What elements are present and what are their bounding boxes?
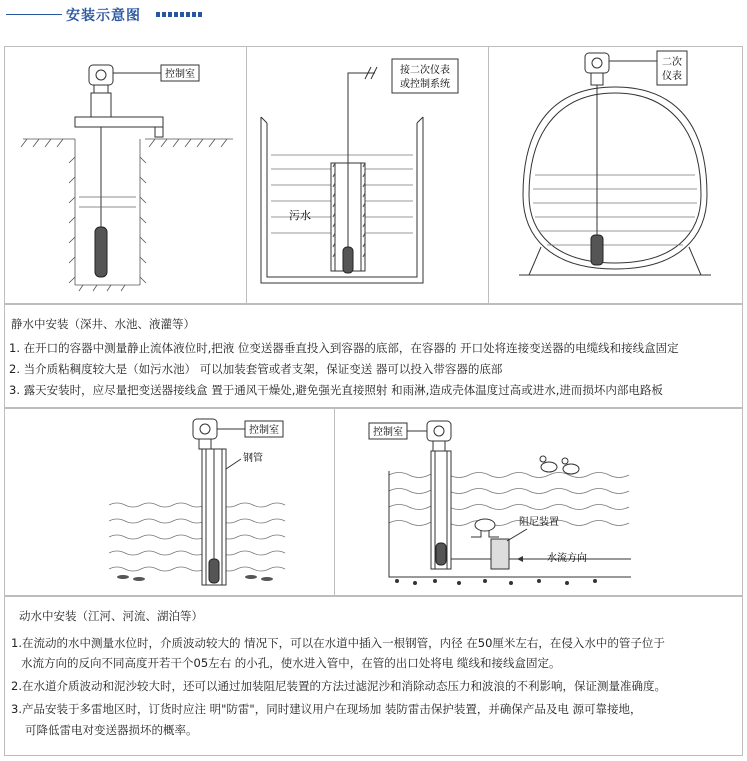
damper-illustration (335, 409, 742, 595)
header-rule (6, 14, 62, 15)
well-illustration (5, 47, 247, 303)
dynamic-section-title: 动水中安装（江河、河流、湖泊等） (19, 609, 203, 623)
top-diagram-row (4, 46, 743, 304)
diagram-steel-pipe (5, 409, 335, 595)
diagram-sewage-pool (247, 47, 489, 303)
dynamic-item-3-line-2: 可降低雷电对变送器损坏的概率。 (25, 723, 198, 737)
static-section-title: 静水中安装（深井、水池、液灌等） (11, 317, 195, 331)
diagram-well (5, 47, 247, 303)
dynamic-item-1-line-1: 1.在流动的水中测量水位时，介质波动较大的 情况下，可以在水道中插入一根钢管，内径 在50厘米左右，在侵入水中的管子位于 (11, 636, 665, 650)
tank-meter-label-1: 二次 (662, 57, 682, 68)
sewage-pool-illustration (247, 47, 489, 303)
section-header (0, 2, 747, 26)
static-item-2: 2. 当介质粘稠度较大是（如污水池） 可以加装套管或者支架，保证变送 器可以投入带容器的底部 (9, 362, 503, 376)
static-section (4, 304, 743, 408)
dynamic-section (4, 596, 743, 756)
control-room-label-b: 控制室 (373, 427, 403, 438)
steel-pipe-illustration (5, 409, 335, 595)
tank-illustration (489, 47, 742, 303)
static-item-1: 1. 在开口的容器中测量静止流体液位时,把液 位变送器垂直投入到容器的底部，在容器的 开口处将连接变送器的电缆线和接线盒固定 (9, 341, 679, 355)
damper-label: 阻尼装置 (519, 517, 559, 528)
dynamic-item-1-line-2: 水流方向的反向不同高度开若干个05左右 的小孔，使水进入管中，在管的出口处将电 缆线和接线盒固定。 (21, 656, 561, 670)
diagram-tank (489, 47, 742, 303)
control-room-label: 控制室 (165, 69, 195, 80)
dynamic-item-2: 2.在水道介质波动和泥沙较大时，还可以通过加装阻尼装置的方法过滤泥沙和消除动态压力和波浪的不利影响，保证测量准确度。 (11, 679, 666, 693)
dynamic-item-3-line-1: 3.产品安装于多雷地区时，订货时应注 明"防雷"，同时建议用户在现场加 装防雷击保护装置，并确保产品及电 源可靠接地， (11, 702, 642, 716)
flow-direction-label: 水流方向 (547, 553, 587, 564)
diagram-damper (335, 409, 742, 595)
secondary-meter-label-1: 接二次仪表 (400, 65, 450, 76)
page-title: 安装示意图 (66, 8, 141, 24)
control-room-label-a: 控制室 (249, 425, 279, 436)
steel-pipe-label: 钢管 (243, 453, 263, 464)
sewage-label: 污水 (289, 209, 311, 222)
tank-meter-label-2: 仪表 (662, 71, 682, 82)
static-item-3: 3. 露天安装时，应尽量把变送器接线盒 置于通风干燥处,避免强光直接照射 和雨淋,造成壳体温度过高或进水,进而损坏内部电路板 (9, 383, 663, 397)
header-dots (156, 12, 202, 17)
middle-diagram-row (4, 408, 743, 596)
secondary-meter-label-2: 或控制系统 (400, 79, 450, 90)
